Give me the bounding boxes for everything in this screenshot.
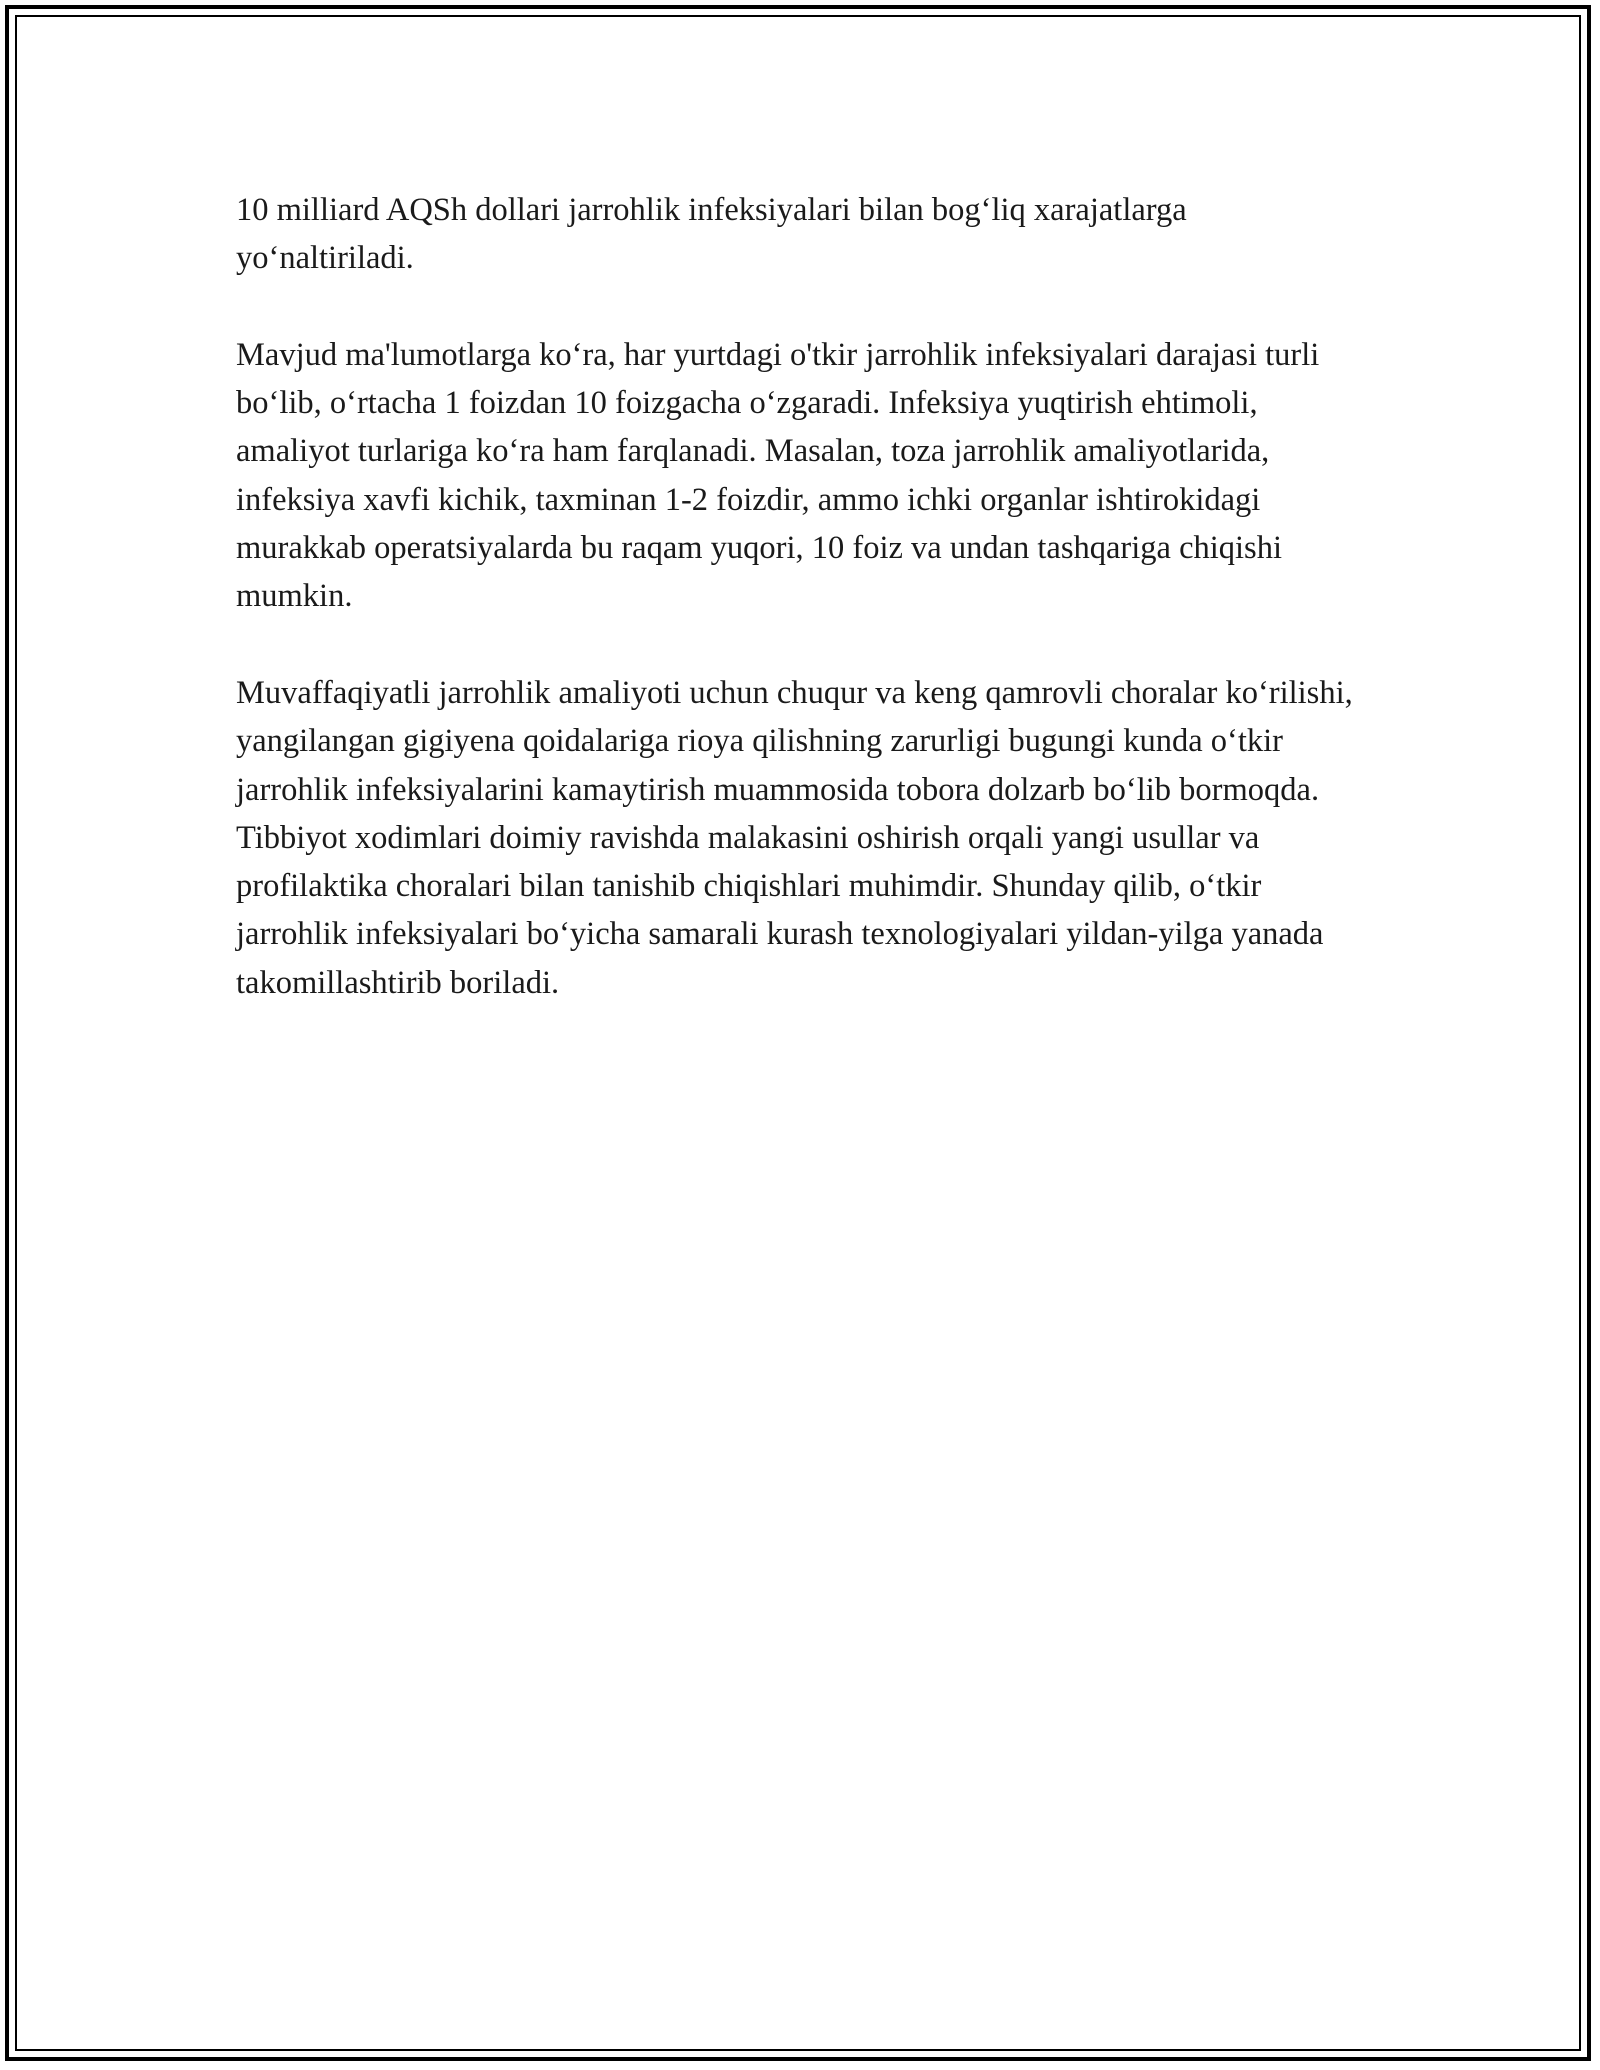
paragraph-3: Muvaffaqiyatli jarrohlik amaliyoti uchun chuqur va keng qamrovli choralar ko‘rilishi, yangilangan gigiyena qoidalariga rioya qilishning zarurligi bugungi kunda o‘tkir jarrohlik infeksiyalarini kamaytirish muammosida tobora dolzarb bo‘lib bormoqda. Tibbiyot xodimlari doimiy ravishda malakasini oshirish orqali yangi usullar va profilaktika choralari bilan tanishib chiqishlari muhimdir. Shunday qilib, o‘tkir jarrohlik infeksiyalari bo‘yicha samarali kurash texnologiyalari yildan-yilga yanada takomillashtirib boriladi. bbox=[236, 674, 1353, 1001]
paragraph-1: 10 milliard AQSh dollari jarrohlik infeksiyalari bilan bog‘liq xarajatlarga yo‘naltiriladi. bbox=[236, 192, 1187, 277]
paragraph-2: Mavjud ma'lumotlarga ko‘ra, har yurtdagi o'tkir jarrohlik infeksiyalari darajasi turli bo‘lib, o‘rtacha 1 foizdan 10 foizgacha o‘zgaradi. Infeksiya yuqtirish ehtimoli, amaliyot turlariga ko‘ra ham farqlanadi. Masalan, toza jarrohlik amaliyotlarida, infeksiya xavfi kichik, taxminan 1-2 foizdir, ammo ichki organlar ishtirokidagi murakkab operatsiyalarda bu raqam yuqori, 10 foiz va undan tashqariga chiqishi mumkin. bbox=[236, 336, 1320, 615]
document-body bbox=[236, 186, 1366, 1055]
